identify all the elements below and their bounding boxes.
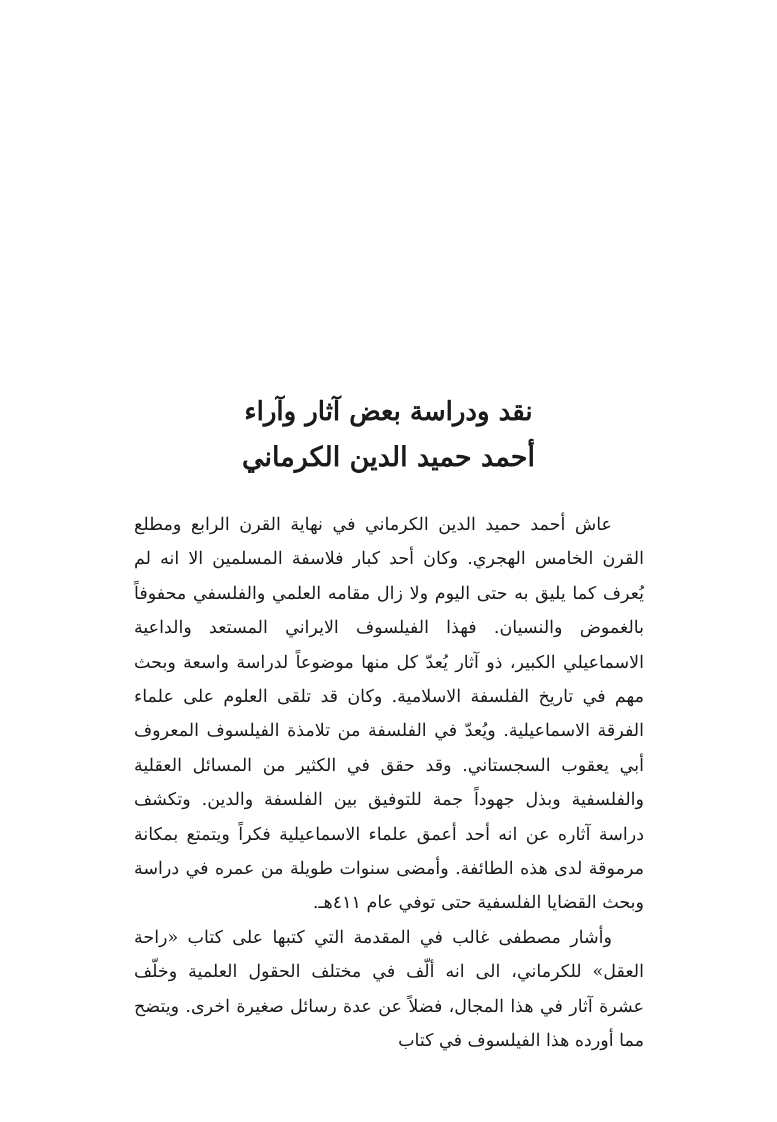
- chapter-heading: [0, 390, 777, 480]
- chapter-title: نقد ودراسة بعض آثار وآراء: [244, 397, 533, 427]
- chapter-subtitle: أحمد حميد الدين الكرماني: [241, 442, 535, 473]
- paragraph: عاش أحمد حميد الدين الكرماني في نهاية القرن الرابع ومطلع القرن الخامس الهجري. وكان أحد كبار فلاسفة المسلمين الا انه لم يُعرف كما يليق به حتى اليوم ولا زال مقامه العلمي والفلسفي محفوفاً بالغموض والنسيان. فهذا الفيلسوف الايراني المستعد والداعية الاسماعيلي الكبير، ذو آثار يُعدّ كل منها موضوعاً لدراسة واسعة وبحث مهم في تاريخ الفلسفة الاسلامية. وكان قد تلقى العلوم على علماء الفرقة الاسماعيلية. ويُعدّ في الفلسفة من تلامذة الفيلسوف المعروف أبي يعقوب السجستاني. وقد حقق في الكثير من المسائل العقلية والفلسفية وبذل جهوداً جمة للتوفيق بين الفلسفة والدين. وتكشف دراسة آثاره عن انه أحد أعمق علماء الاسماعيلية فكراً ويتمتع بمكانة مرموقة لدى هذه الطائفة. وأمضى سنوات طويلة من عمره في دراسة وبحث القضايا الفلسفية حتى توفي عام ٤١١هـ.: [134, 515, 644, 914]
- body-text: [134, 508, 644, 1059]
- paragraph: وأشار مصطفى غالب في المقدمة التي كتبها على كتاب «راحة العقل» للكرماني، الى انه ألّف في مختلف الحقول العلمية وخلّف عشرة آثار في هذا المجال، فضلاً عن عدة رسائل صغيرة اخرى. ويتضح مما أورده هذا الفيلسوف في كتاب: [134, 927, 644, 1052]
